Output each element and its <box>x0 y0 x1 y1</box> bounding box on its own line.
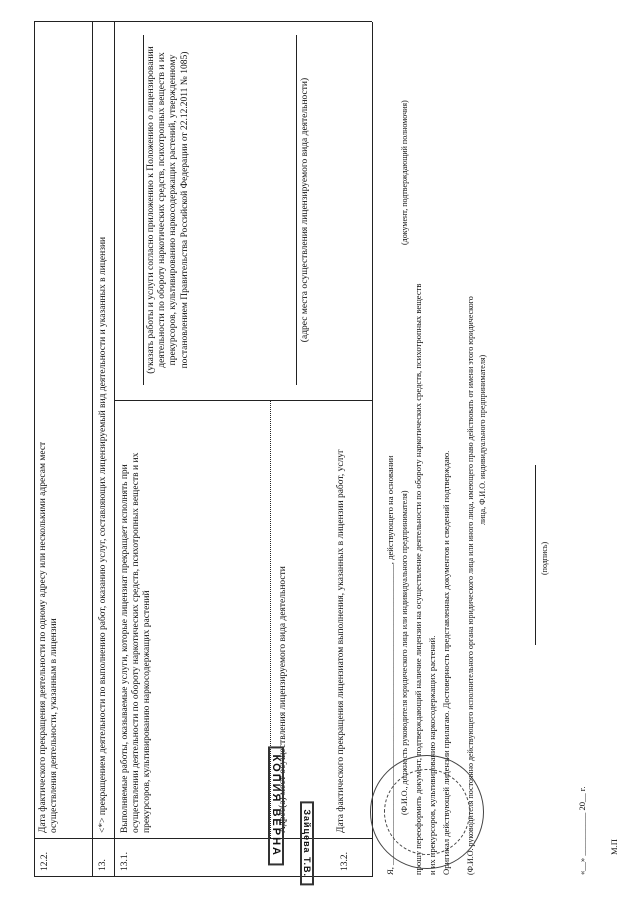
row-text: Дата фактического прекращения лицензиатом выполнения, указанных в лицензии работ, услуг <box>336 449 346 833</box>
declaration-hint: (Ф.И.О., должность руководителя юридического лица или индивидуального предпринимателя) <box>400 490 409 815</box>
declaration-line: и их прекурсоров, культивированию наркосодержащих растений. <box>427 635 437 875</box>
row-number: 13.1. <box>120 852 130 871</box>
declaration-line: Оригинал действующей лицензии прилагаю. Достоверность представленных документов и сведений подтверждаю. <box>441 450 451 875</box>
row-number: 12.2. <box>40 852 50 871</box>
signature-label: (подпись) <box>540 541 549 575</box>
stamp-name: Зайцева Т.В. <box>300 801 314 885</box>
date-line: «__» __________ 20__ г. <box>577 786 587 875</box>
declaration-line: прошу переоформить документ, подтверждающий наличие лицензии на осуществление деятельности по обороту наркотических средств, психотропных веществ <box>413 283 423 875</box>
declaration-hint: (документ, подтверждающий полномочия) <box>400 100 409 245</box>
row-text: <*> прекращением деятельности по выполнению работ, оказанию услуг, составляющих лицензируемый вид деятельности и указанных в лицензии <box>98 236 108 833</box>
round-seal-inner <box>384 769 470 855</box>
row-text: Выполняемые работы, оказываемые услуги, которые лицензиат прекращает исполнять при осуществлении деятельности по обороту наркотических средств, психотропных веществ и их прекурсоров, культивированию наркосодержащих растений <box>120 452 153 833</box>
row-text: Дата фактического прекращения деятельности по одному адресу или несколькими адресам мест осуществления деятельности, указанным в лицензии <box>38 441 60 833</box>
copy-stamp: КОПИЯ ВЕРНА <box>268 746 284 865</box>
row-number: 13. <box>98 859 108 871</box>
address-hint: (адрес места осуществления лицензируемого вида деятельности) <box>300 77 310 343</box>
works-hint: (указать работы и услуги согласно приложению к Положению о лицензировании деятельности по обороту наркотических средств, психотропных веществ и их прекурсоров, культивированию наркосодержащих растений, утвержденному постановлением Правительства Российской Федерации от 22.12.2011 № 1085) <box>146 46 190 374</box>
declaration-line: Я, ______________________________________________________________________, действующего на основании <box>385 455 395 875</box>
row-number: 13.2. <box>340 852 350 871</box>
signatory-hint: лица, Ф.И.О. индивидуального предпринимателя) <box>478 354 487 525</box>
signatory-hint: (Ф.И.О. руководителя постоянно действующего исполнительного органа юридического лица или иного лица, имеющего право действовать от имени этого юридического <box>466 296 475 875</box>
seal-place: М.П <box>609 839 619 855</box>
row-text: Адрес(а) мест осуществления лицензируемого вида деятельности <box>278 566 288 833</box>
